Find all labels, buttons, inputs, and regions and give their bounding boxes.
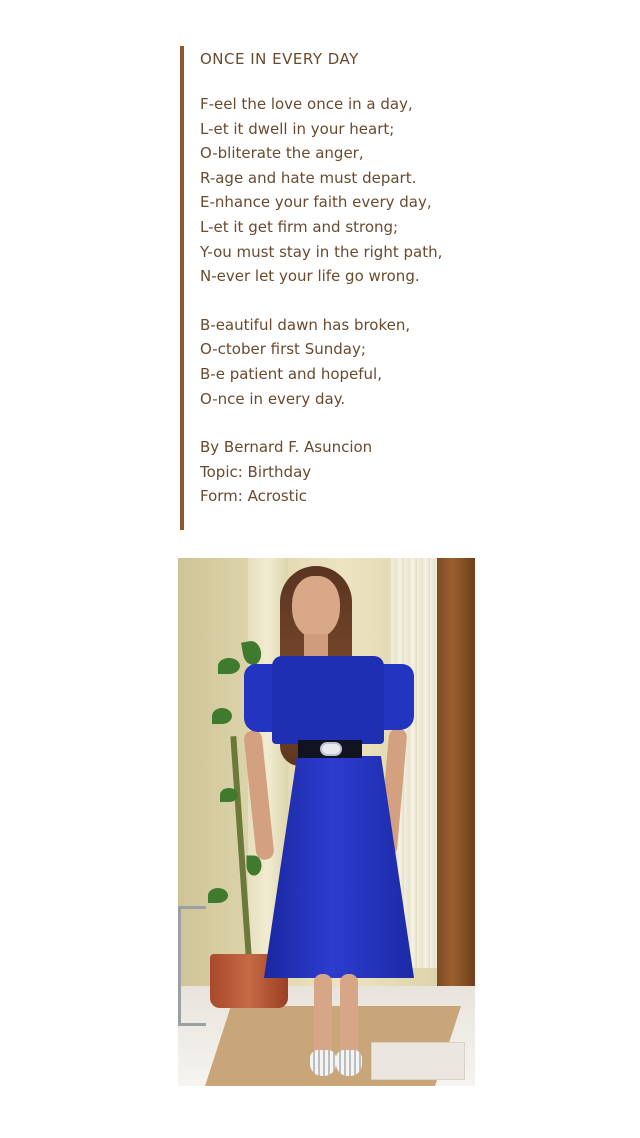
poem-line: O-nce in every day. [200,389,346,408]
stanza-2 [200,313,480,411]
poem-line: O-bliterate the anger, [200,144,364,163]
right-leg [340,974,358,1060]
poem-line: B-e patient and hopeful, [200,364,382,383]
face [292,576,340,638]
dress-bodice [272,656,384,744]
poem-line: F-eel the love once in a day, [200,95,413,113]
woman-figure [236,564,426,1084]
poem-line: N-ever let your life go wrong. [200,267,420,286]
poem-line: E-nhance your faith every day, [200,193,432,212]
left-arm [243,729,274,860]
poem-line: R-age and hate must depart. [200,168,417,187]
right-shoe [336,1050,362,1076]
poem-credits [200,435,480,509]
poem-line: B-eautiful dawn has broken, [200,315,411,334]
form-line: Form: Acrostic [200,487,307,506]
poem-line: O-ctober first Sunday; [200,340,366,359]
plant-leaf [208,888,228,903]
topic-line: Topic: Birthday [200,462,312,481]
plant-leaf [212,708,232,724]
poem-line: L-et it dwell in your heart; [200,119,395,138]
photo-metal-stand [178,906,206,1026]
author-line: By Bernard F. Asuncion [200,438,373,457]
poem-line: L-et it get firm and strong; [200,217,399,236]
photo-door [437,558,475,998]
left-shoe [310,1050,336,1076]
poem-block [180,46,480,530]
belt-buckle [320,742,342,756]
poem-title: ONCE IN EVERY DAY [200,50,359,68]
photo-of-woman-in-blue-dress [178,558,475,1086]
poem-line: Y-ou must stay in the right path, [200,242,443,261]
left-leg [314,974,332,1060]
stanza-1 [200,92,480,289]
